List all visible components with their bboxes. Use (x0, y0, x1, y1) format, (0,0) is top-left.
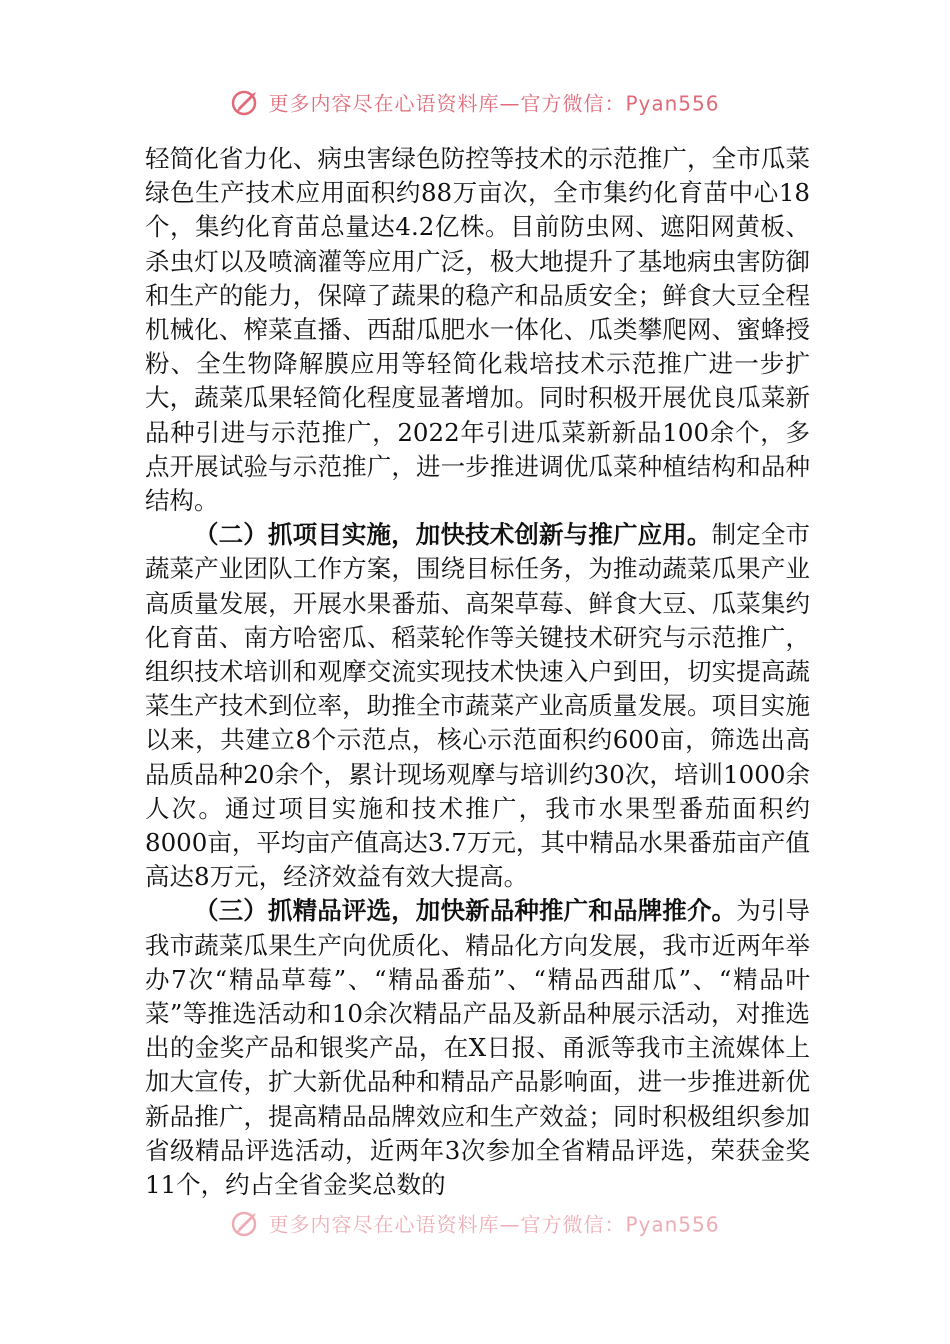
paragraph-2-lead: （二）抓项目实施，加快技术创新与推广应用。 (194, 520, 712, 550)
paragraph-3 (145, 894, 810, 1202)
paragraph-2-body: 制定全市蔬菜产业团队工作方案，围绕目标任务，为推动蔬菜瓜果产业高质量发展，开展水果番茄、高架草莓、鲜食大豆、瓜菜集约化育苗、南方哈密瓜、稻菜轮作等关键技术研究与示范推广，组织技术培训和观摩交流实现技术快速入户到田，切实提高蔬菜生产技术到位率，助推全市蔬菜产业高质量发展。项目实施以来，共建立8个示范点，核心示范面积约600亩，筛选出高品质品种20余个，累计现场观摩与培训约30次，培训1000余人次。通过项目实施和技术推广，我市水果型番茄面积约8000亩，平均亩产值高达3.7万元，其中精品水果番茄亩产值高达8万元，经济效益有效大提高。 (145, 520, 810, 892)
watermark-footer (0, 1207, 950, 1239)
pen-circle-logo-icon (230, 86, 262, 118)
paragraph-1-body: 轻简化省力化、病虫害绿色防控等技术的示范推广，全市瓜菜绿色生产技术应用面积约88万亩次，全市集约化育苗中心18个，集约化育苗总量达4.2亿株。目前防虫网、遮阳网黄板、杀虫灯以及喷滴灌等应用广泛，极大地提升了基地病虫害防御和生产的能力，保障了蔬果的稳产和品质安全；鲜食大豆全程机械化、榨菜直播、西甜瓜肥水一体化、瓜类攀爬网、蜜蜂授粉、全生物降解膜应用等轻简化栽培技术示范推广进一步扩大，蔬菜瓜果轻简化程度显著增加。同时积极开展优良瓜菜新品种引进与示范推广，2022年引进瓜菜新新品100余个，多点开展试验与示范推广，进一步推进调优瓜菜种植结构和品种结构。 (145, 144, 810, 516)
paragraph-3-body: 为引导我市蔬菜瓜果生产向优质化、精品化方向发展，我市近两年举办7次“精品草莓”、“精品番茄”、“精品西甜瓜”、“精品叶菜”等推选活动和10余次精品产品及新品种展示活动，对推选出的金奖产品和银奖产品，在X日报、甬派等我市主流媒体上加大宣传，扩大新优品种和精品产品影响面，进一步推进新优新品推广，提高精品品牌效应和生产效益；同时积极组织参加省级精品评选活动，近两年3次参加全省精品评选，荣获金奖11个，约占全省金奖总数的 (145, 896, 811, 1200)
pen-circle-logo-icon (230, 1207, 262, 1239)
document-body (145, 142, 810, 1202)
paragraph-2 (145, 518, 810, 894)
watermark-text: 更多内容尽在心语资料库—官方微信：Pyan556 (268, 91, 720, 116)
watermark-text: 更多内容尽在心语资料库—官方微信：Pyan556 (268, 1212, 720, 1237)
paragraph-3-lead: （三）抓精品评选，加快新品种推广和品牌推介。 (194, 896, 737, 926)
watermark-header (0, 86, 950, 118)
paragraph-1 (145, 142, 810, 518)
